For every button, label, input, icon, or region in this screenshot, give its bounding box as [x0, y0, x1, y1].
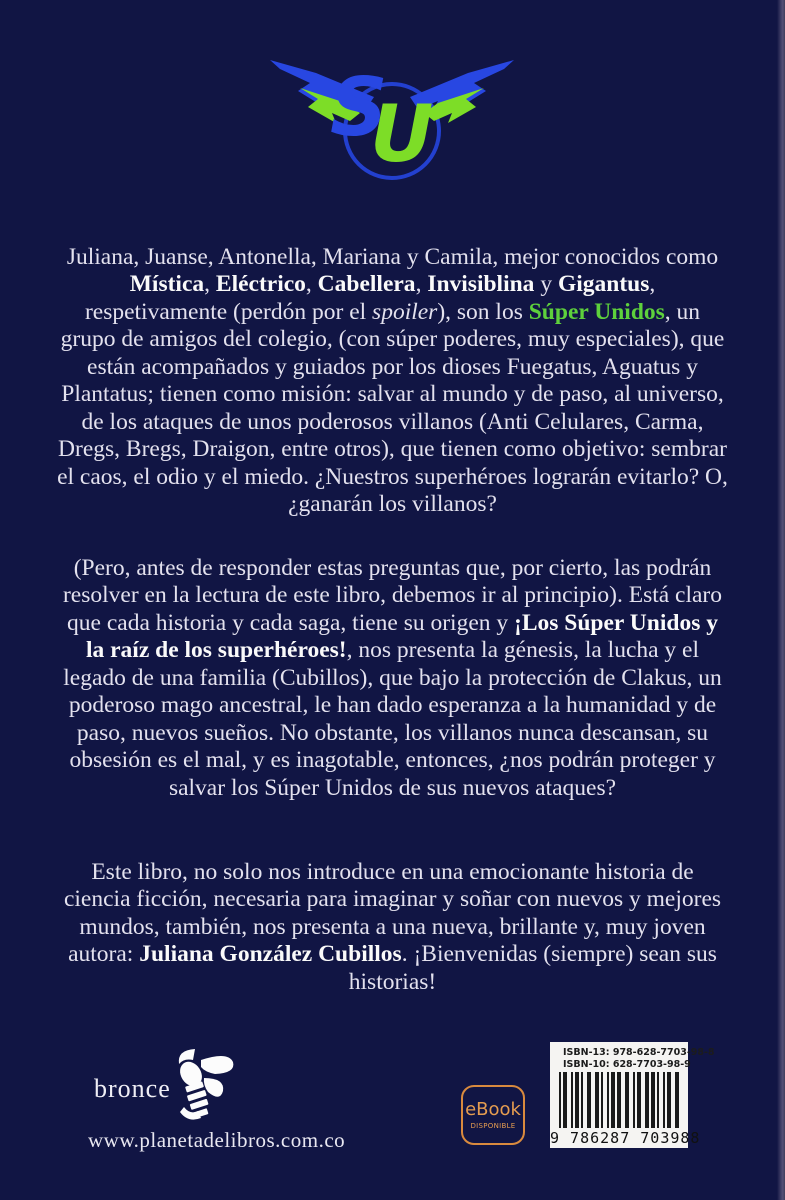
- ebook-available-badge: [461, 1085, 525, 1145]
- synopsis-paragraph-2: [56, 555, 729, 803]
- monogram-u: U: [370, 90, 434, 180]
- barcode-number: 9 786287 703988: [550, 1129, 701, 1147]
- text-segment: ), son los: [437, 298, 529, 325]
- text-segment: Súper Unidos: [528, 298, 665, 325]
- publisher-website: www.planetadelibros.com.co: [88, 1128, 346, 1152]
- text-segment: (Pero, antes de responder estas preguntas que, por cierto, las podrán resolver en la lectura de este libro, debemos ir al principio). Está claro que cada historia y cada saga, tiene su origen y: [62, 554, 723, 636]
- synopsis-paragraph-3: [56, 859, 729, 997]
- text-segment: Eléctrico: [215, 271, 306, 297]
- text-segment: ,: [305, 271, 318, 297]
- isbn10-text: ISBN-10: 628-7703-98-9: [563, 1058, 691, 1070]
- barcode-bar: [677, 1072, 679, 1128]
- text-segment: Invisiblina: [427, 271, 535, 297]
- text-segment: ¡Los Súper Unidos y la raíz de los superhéroes!: [85, 609, 718, 663]
- cover-right-edge: [777, 0, 785, 1200]
- isbn13-text: ISBN-13: 978-628-7703-98-8: [563, 1047, 715, 1058]
- text-segment: Mística: [129, 271, 205, 297]
- text-segment: ,: [204, 271, 216, 297]
- synopsis-paragraph-1: [56, 244, 729, 519]
- text-segment: Cabellera: [317, 271, 416, 297]
- text-segment: , nos presenta la génesis, la lucha y el legado de una familia (Cubillos), que bajo la protección de Clakus, un poderoso mago ancestral, le han dado esperanza a la humanidad y de paso, nuevos sueños. No obstante, los villanos nunca descansan, su obsesión es el mal, y es inagotable, entonces, ¿nos podrán proteger y salvar los Súper Unidos de sus nuevos ataques?: [63, 637, 722, 801]
- monogram-s: S: [330, 61, 388, 154]
- ebook-badge-title: eBook: [465, 1099, 521, 1120]
- imprint-name: bronce: [94, 1074, 171, 1103]
- text-segment: . ¡Bienvenidas (siempre) sean sus historias!: [348, 941, 717, 995]
- isbn-barcode-block: [550, 1042, 715, 1148]
- text-segment: Este libro, no solo nos introduce en una emocionante historia de ciencia ficción, necesaria para imaginar y soñar con nuevos y mejores mundos, también, nos presenta a una nueva, brillante y, muy joven autora:: [63, 858, 722, 967]
- text-segment: Gigantus: [557, 271, 650, 297]
- text-segment: Juliana, Juanse, Antonella, Mariana y Camila, mejor conocidos como: [66, 243, 719, 270]
- barcode-lines: [559, 1072, 679, 1128]
- text-segment: ,: [415, 271, 428, 297]
- bee-icon: [168, 1046, 238, 1124]
- text-segment: spoiler: [372, 298, 438, 325]
- text-segment: Juliana González Cubillos: [139, 941, 402, 967]
- text-segment: y: [534, 271, 558, 297]
- super-unidos-logo: [268, 55, 516, 181]
- text-segment: , respetivamente (perdón por el: [84, 271, 656, 325]
- ebook-badge-subtitle: DISPONIBLE: [470, 1122, 516, 1130]
- text-segment: , un grupo de amigos del colegio, (con súper poderes, muy especiales), que están acompañados y guiados por los dioses Fuegatus, Aguatus y Plantatus; tienen como misión: salvar al mundo y de paso, al universo, de los ataques de unos poderosos villanos (Anti Celulares, Carma, Dregs, Bregs, Draigon, entre otros), que tienen como objetivo: sembrar el caos, el odio y el miedo. ¿Nuestros superhéroes lograrán evitarlo? O, ¿ganarán los villanos?: [57, 298, 728, 517]
